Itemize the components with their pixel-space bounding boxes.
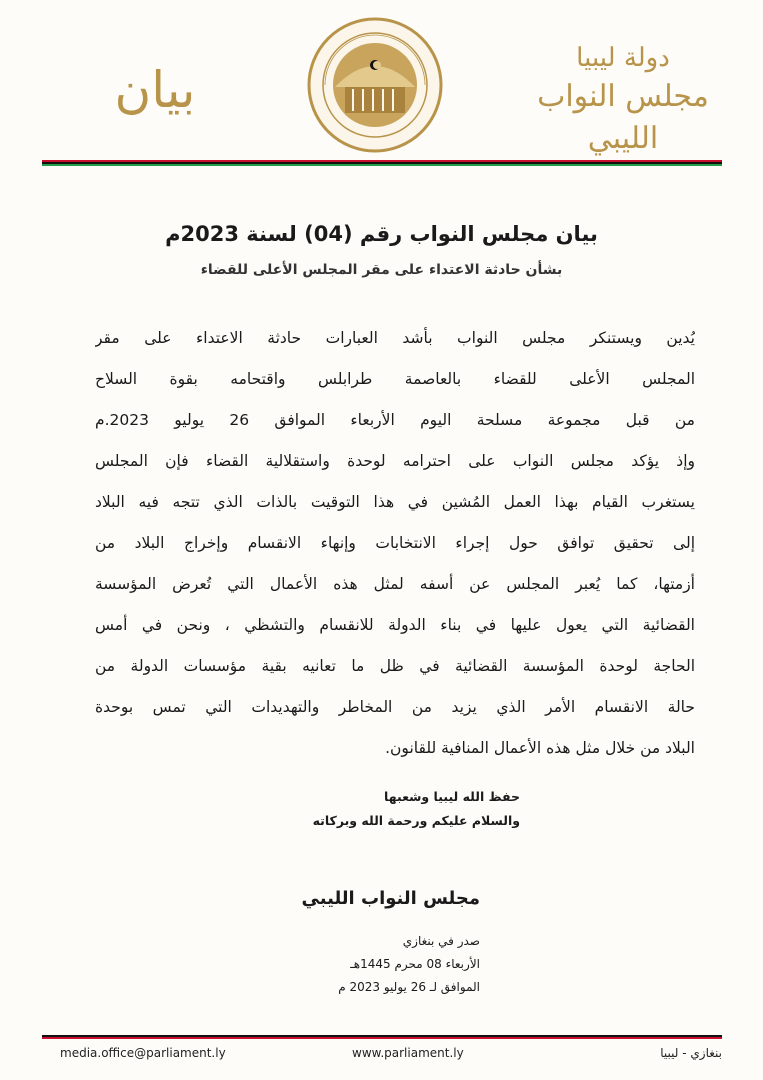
body-line: من قبل مجموعة مسلحة اليوم الأربعاء الموافق 26 يوليو 2023.م bbox=[95, 411, 695, 429]
body-line: القضائية التي يعول عليها في بناء الدولة للانقسام والتشظي ، ونحن في أمس bbox=[95, 616, 695, 634]
body-line: وإذ يؤكد مجلس النواب على احترامه لوحدة واستقلالية القضاء فإن المجلس bbox=[95, 452, 695, 470]
issue-place: صدر في بنغازي bbox=[402, 934, 480, 948]
statement-word: بيان bbox=[114, 61, 196, 119]
closing-line: حفظ الله ليبيا وشعبها bbox=[384, 789, 520, 804]
body-line: أزمتها، كما يُعبر المجلس عن أسفه لمثل هذه الأعمال التي تُعرض المؤسسة bbox=[95, 575, 695, 593]
closing-salutation bbox=[250, 785, 520, 833]
issue-date-gregorian: الموافق لـ 26 يوليو 2023 م bbox=[338, 980, 480, 994]
closing-line: والسلام عليكم ورحمة الله وبركاته bbox=[312, 813, 520, 828]
state-name: دولة ليبيا bbox=[576, 43, 670, 73]
footer-website-link[interactable]: www.parliament.ly bbox=[352, 1046, 464, 1060]
libyan-flag-stripe bbox=[42, 160, 722, 166]
issue-date-hijri: الأربعاء 08 محرم 1445هـ bbox=[350, 957, 480, 971]
statement-title: بيان مجلس النواب رقم (04) لسنة 2023م bbox=[165, 222, 598, 246]
footer-divider bbox=[42, 1037, 722, 1039]
body-line: يُدين ويستنكر مجلس النواب بأشد العبارات حادثة الاعتداء على مقر bbox=[95, 329, 695, 347]
body-line: البلاد من خلال مثل هذه الأعمال المنافية للقانون. bbox=[385, 739, 695, 757]
footer bbox=[42, 1046, 722, 1066]
footer-email-link[interactable]: media.office@parliament.ly bbox=[60, 1046, 226, 1060]
letterhead-calligraphy-title bbox=[523, 40, 723, 160]
footer-location: بنغازي - ليبيا bbox=[660, 1046, 722, 1060]
body-line: يستغرب القيام بهذا العمل المُشين في هذا التوقيت بالذات الذي تتجه فيه البلاد bbox=[95, 493, 695, 511]
signer-name: مجلس النواب الليبي bbox=[301, 888, 480, 909]
statement-subtitle: بشأن حادثة الاعتداء على مقر المجلس الأعلى للقضاء bbox=[200, 262, 563, 278]
body-line: إلى تحقيق توافق حول إجراء الانتخابات وإنهاء الانقسام وإخراج البلاد من bbox=[95, 534, 695, 552]
body-line: الحاجة لوحدة المؤسسة القضائية في ظل ما تعانيه بقية مؤسسات الدولة من bbox=[95, 657, 695, 675]
body-line: حالة الانقسام الأمر الذي يزيد من المخاطر والتهديدات التي تمس بوحدة bbox=[95, 698, 695, 716]
statement-body bbox=[95, 318, 695, 769]
flag-stripe-green bbox=[42, 164, 722, 166]
body-line: المجلس الأعلى للقضاء بالعاصمة طرابلس واقتحامه بقوة السلاح bbox=[95, 370, 695, 388]
house-of-representatives-emblem-icon bbox=[305, 15, 445, 155]
letterhead bbox=[0, 0, 763, 160]
issue-details bbox=[250, 930, 480, 999]
house-name: مجلس النواب الليبي bbox=[537, 79, 709, 156]
